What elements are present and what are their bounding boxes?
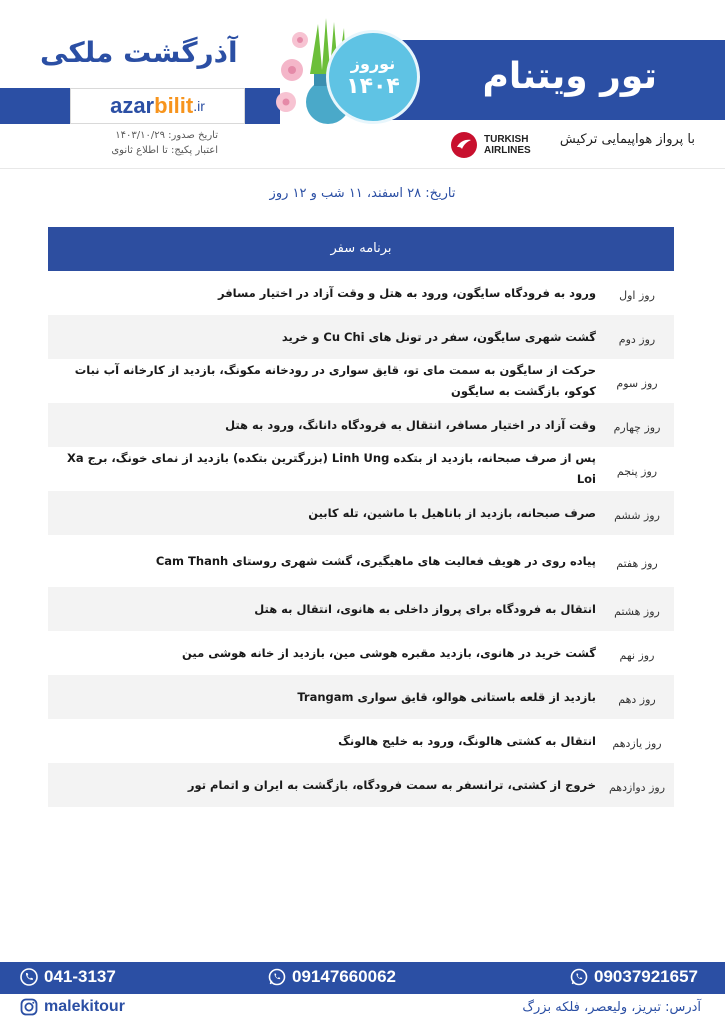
logo-azar: azar xyxy=(110,93,155,118)
table-row xyxy=(48,631,674,675)
instagram-icon xyxy=(20,998,38,1016)
turkish-airlines-logo xyxy=(450,131,531,159)
day-label: روز هفتم xyxy=(616,556,658,570)
phone-icon xyxy=(20,968,38,986)
day-description: بازدید از قلعه باستانی هوالو، قایق سواری Trangam xyxy=(297,689,596,704)
whatsapp-icon xyxy=(570,968,588,986)
issue-info xyxy=(78,128,218,158)
instagram-handle: malekitour xyxy=(44,998,125,1015)
day-description: انتقال به کشتی هالونگ، ورود به خلیج هالونگ xyxy=(338,733,596,748)
day-description: گشت خرید در هانوی، بازدید مقبره هوشی مین، بازدید از خانه هوشی مین xyxy=(182,645,596,660)
day-label: روز پنجم xyxy=(616,464,658,478)
tour-title: تور ویتنام xyxy=(482,56,657,97)
day-label: روز دهم xyxy=(618,692,656,706)
day-description: صرف صبحانه، بازدید از باناهیل با ماشین، تله کابین xyxy=(308,505,596,520)
phone-whatsapp-1[interactable] xyxy=(268,967,396,987)
issue-date: تاریخ صدور: ۱۴۰۳/۱۰/۲۹ xyxy=(115,130,218,141)
day-description: وقت آزاد در اختیار مسافر، انتقال به فرودگاه دانانگ، ورود به هتل xyxy=(225,417,596,432)
day-description: ورود به فرودگاه سایگون، ورود به هتل و وقت آزاد در اختیار مسافر xyxy=(217,285,596,300)
day-description: حرکت از سایگون به سمت مای تو، قایق سواری در رودخانه مکونگ، بازدید از کارخانه آب نبات کوکو، بازگشت به سایگون xyxy=(74,363,596,398)
phone-whatsapp-1-number: 09147660062 xyxy=(292,967,397,986)
itinerary-title: برنامه سفر xyxy=(48,227,674,271)
day-description: گشت شهری سایگون، سفر در تونل های Cu Chi و خرید xyxy=(281,329,596,344)
table-row xyxy=(48,587,674,631)
contact-band xyxy=(0,962,725,994)
header xyxy=(0,0,725,165)
day-description: خروج از کشتی، ترانسفر به سمت فرودگاه، بازگشت به ایران و اتمام تور xyxy=(187,777,596,792)
table-row xyxy=(48,271,674,315)
table-row xyxy=(48,447,674,491)
phone-whatsapp-2-number: 09037921657 xyxy=(594,967,699,986)
footer xyxy=(0,994,725,1024)
day-label: روز چهارم xyxy=(613,420,661,434)
table-row xyxy=(48,763,674,807)
airline-logo-line1: TURKISH xyxy=(484,134,529,145)
nowruz-label: نوروز xyxy=(350,54,396,73)
package-validity: اعتبار پکیج: تا اطلاع ثانوی xyxy=(111,145,218,156)
office-address: آدرس: تبریز، ولیعصر، فلکه بزرگ xyxy=(522,1000,701,1015)
nowruz-year: ۱۴۰۴ xyxy=(346,74,400,99)
table-row xyxy=(48,675,674,719)
day-label: روز یازدهم xyxy=(612,736,662,750)
agency-name: آذرگشت ملکی xyxy=(40,36,238,69)
day-label: روز ششم xyxy=(614,508,660,522)
itinerary-table xyxy=(48,227,674,807)
tour-date: تاریخ: ۲۸ اسفند، ۱۱ شب و ۱۲ روز xyxy=(269,186,456,201)
phone-office[interactable] xyxy=(20,967,116,987)
table-row xyxy=(48,535,674,587)
nowruz-badge xyxy=(326,30,420,124)
day-description: انتقال به فرودگاه برای پرواز داخلی به هانوی، انتقال به هتل xyxy=(254,601,596,616)
airline-text: با پرواز هواپیمایی ترکیش xyxy=(559,132,695,147)
table-row xyxy=(48,719,674,763)
day-label: روز هشتم xyxy=(614,604,660,618)
phone-whatsapp-2[interactable] xyxy=(570,967,698,987)
instagram-link[interactable] xyxy=(20,998,125,1016)
day-label: روز نهم xyxy=(619,648,655,662)
whatsapp-icon xyxy=(268,968,286,986)
phone-office-number: 041-3137 xyxy=(44,967,116,986)
day-label: روز دوازدهم xyxy=(608,780,666,794)
airline-logo-line2: AIRLINES xyxy=(484,145,531,156)
day-description: پس از صرف صبحانه، بازدید از بتکده Linh Ung (بزرگترین بتکده) بازدید از نمای خونگ، برج Xa Loi xyxy=(67,451,596,486)
day-label: روز سوم xyxy=(616,376,658,390)
table-row xyxy=(48,491,674,535)
table-row xyxy=(48,315,674,359)
turkish-airlines-icon xyxy=(450,131,478,159)
table-row xyxy=(48,359,674,403)
header-divider xyxy=(0,168,725,169)
day-label: روز اول xyxy=(619,288,655,302)
table-row xyxy=(48,403,674,447)
logo-ir: .ir xyxy=(193,98,205,114)
day-label: روز دوم xyxy=(618,332,656,346)
logo-bilit: bilit xyxy=(154,93,194,118)
azarbilit-logo xyxy=(70,88,245,124)
day-description: پیاده روی در هویف فعالیت های ماهیگیری، گشت شهری روستای Cam Thanh xyxy=(155,553,596,568)
